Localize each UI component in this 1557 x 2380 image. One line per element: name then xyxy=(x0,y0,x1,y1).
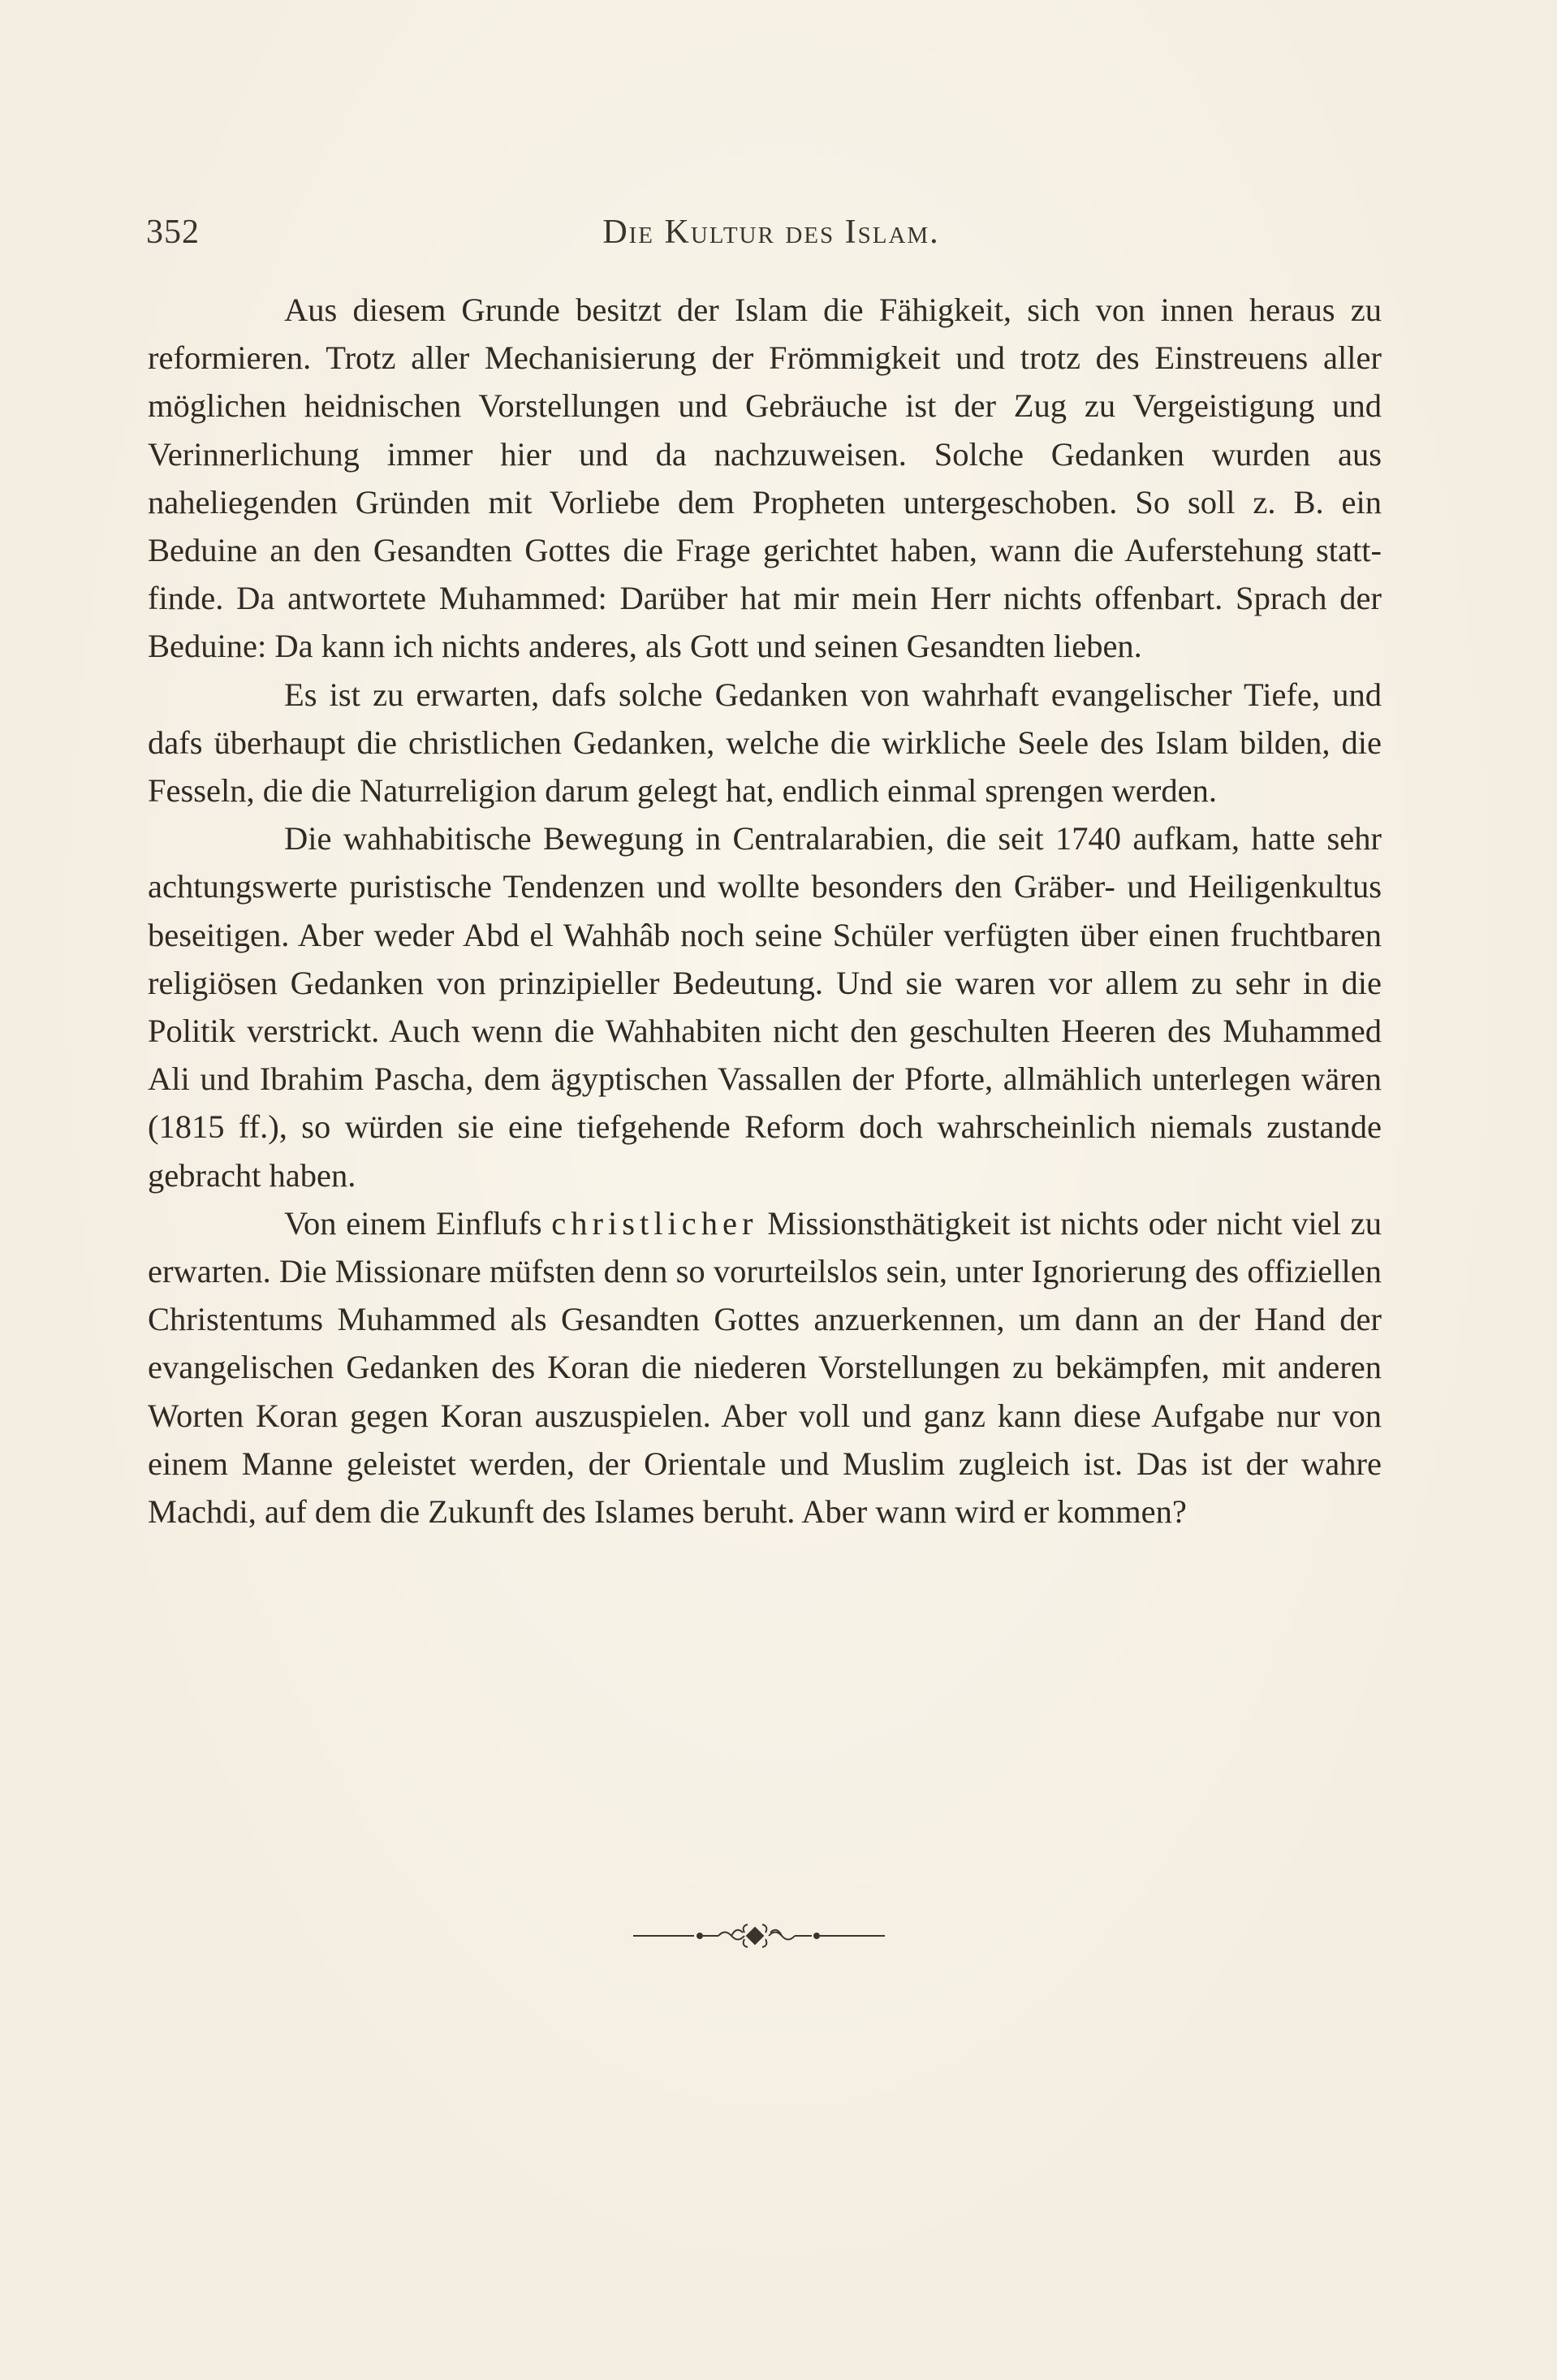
page-header xyxy=(146,213,1396,261)
paragraph-2: Es ist zu erwarten, dafs solche Gedanken von wahrhaft evangelischer Tiefe, und dafs überhaupt die christlichen Gedanken, welche die wirkliche Seele des Islam bilden, die Fesseln, die die Naturreligion darum gelegt hat, endlich einmal sprengen werden. xyxy=(148,676,1382,810)
tailpiece-ornament-icon xyxy=(617,1920,909,1952)
body-text xyxy=(148,286,1382,1536)
emphasized-word: christlicher xyxy=(551,1204,758,1242)
paragraph-4-start: Von einem Einflufs xyxy=(284,1204,552,1242)
paragraph-3: Die wahhabitische Bewegung in Centralarabien, die seit 1740 aufkam, hatte sehr achtungswerte puristische Tendenzen und wollte besonders den Gräber- und Heiligenkultus beseitigen. Aber weder Abd el Wahhâb noch seine Schüler verfügten über einen fruchtbaren religiösen Gedanken von prinzipieller Bedeutung. Und sie waren vor allem zu sehr in die Politik verstrickt. Auch wenn die Wahhabiten nicht den geschulten Heeren des Muhammed Ali und Ibrahim Pascha, dem ägyptischen Vassallen der Pforte, allmählich unterlegen wären (1815 ff.), so würden sie eine tiefgehende Reform doch wahrscheinlich niemals zustande gebracht haben. xyxy=(148,820,1382,1194)
paragraph-1: Aus diesem Grunde besitzt der Islam die Fähigkeit, sich von innen heraus zu reformieren. Trotz aller Mechanisierung der Frömmigkeit und trotz des Einstreuens aller möglichen heidnischen Vorstellungen und Gebräuche ist der Zug zu Vergeistigung und Verinnerlichung immer hier und da nachzuweisen. Solche Gedanken wurden aus naheliegenden Gründen mit Vorliebe dem Propheten untergeschoben. So soll z. B. ein Beduine an den Gesandten Gottes die Frage gerichtet haben, wann die Auferstehung stattfinde. Da antwortete Muhammed: Darüber hat mir mein Herr nichts offenbart. Sprach der Beduine: Da kann ich nichts anderes, als Gott und seinen Gesandten lieben. xyxy=(148,292,1382,665)
running-title: Die Kultur des Islam. xyxy=(602,214,940,251)
page-number: 352 xyxy=(146,214,200,251)
paragraph-4-rest: Missionsthätigkeit ist nichts oder nicht viel zu erwarten. Die Missionare müfsten denn so vorurteilslos sein, unter Ignorierung des offiziellen Christentums Muhammed als Gesandten Gottes anzuerkennen, um dann an der Hand der evangelischen Gedanken des Koran die niederen Vorstellungen zu bekämpfen, mit anderen Worten Koran gegen Koran auszuspielen. Aber voll und ganz kann diese Aufgabe nur von einem Manne geleistet werden, der Orientale und Muslim zugleich ist. Das ist der wahre Machdi, auf dem die Zukunft des Islames beruht. Aber wann wird er kommen? xyxy=(148,1204,1382,1531)
paragraph-4 xyxy=(148,1199,1382,1536)
